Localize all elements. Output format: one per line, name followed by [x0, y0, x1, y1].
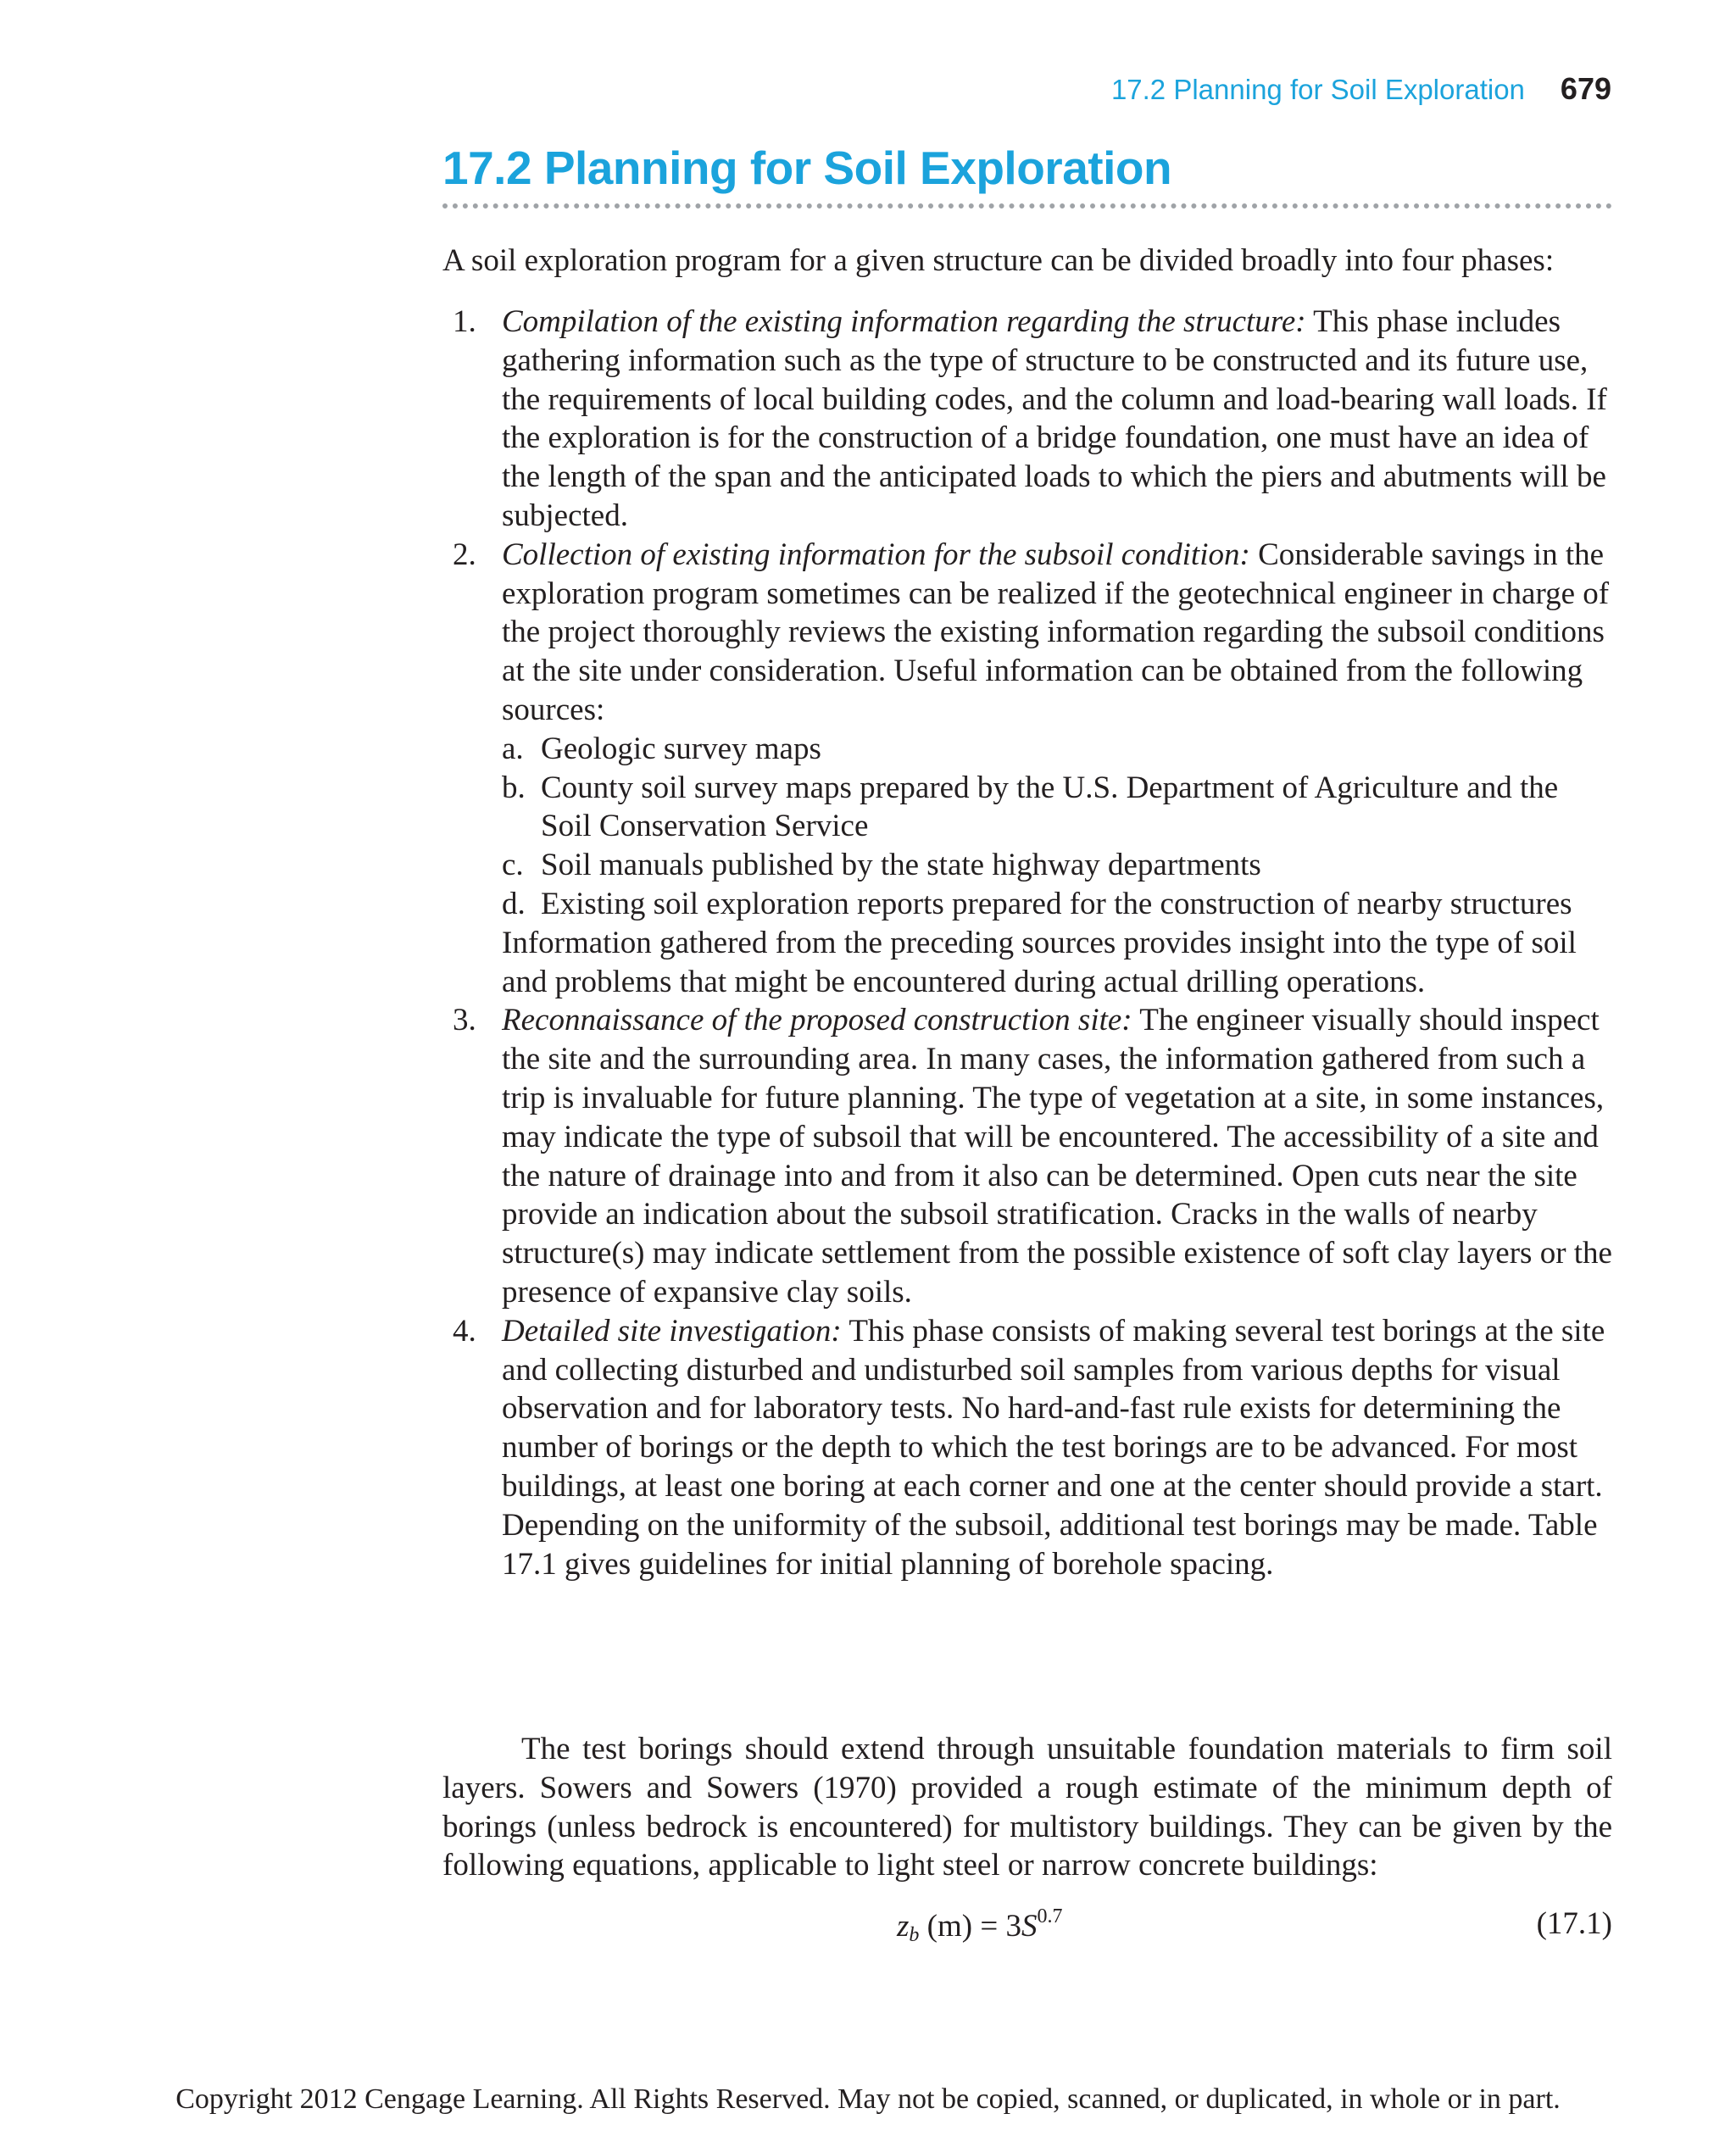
phase-lead: Detailed site investigation:: [502, 1313, 842, 1349]
source-item: [502, 730, 1612, 769]
equation-exponent: 0.7: [1037, 1905, 1063, 1927]
page-number: 679: [1560, 71, 1611, 106]
equation-variable: z: [897, 1909, 910, 1944]
source-item: [502, 885, 1612, 924]
phase-text: This phase consists of making several test borings at the site and collecting disturbed and undisturbed soil samples from various depths for visual observation and for laboratory tests. No hard-and-fast rule exists for determining the number of borings or the depth to which the test borings are to be advanced. For most buildings, at least one boring at each corner and one at the center should provide a start. Depending on the uniformity of the subsoil, additional test borings may be made. Table 17.1 gives guidelines for initial planning of borehole spacing.: [502, 1313, 1605, 1582]
source-item: [502, 846, 1612, 885]
phase-number: 3.: [453, 1003, 476, 1038]
phase-followup-text: Information gathered from the preceding sources provides insight into the type of soil and problems that might be encountered during actual drilling operations.: [502, 925, 1577, 999]
section-heading: 17.2 Planning for Soil Exploration: [442, 142, 1172, 194]
source-letter: a.: [502, 731, 524, 766]
phase-number: 4.: [453, 1313, 476, 1349]
equation-base: S: [1021, 1909, 1038, 1944]
phase-lead: Compilation of the existing information regarding the structure:: [502, 304, 1306, 339]
source-item: [502, 769, 1612, 847]
phase-item-4: [442, 1312, 1612, 1584]
source-text: Existing soil exploration reports prepared for the construction of nearby structures: [541, 886, 1572, 921]
phase-text: This phase includes gathering information such as the type of structure to be constructed and its future use, the requirements of local building codes, and the column and load-bearing wall loads. If the exploration is for the construction of a bridge foundation, one must have an idea of the length of the span and the anticipated loads to which the piers and abutments will be subjected.: [502, 304, 1607, 533]
phase-text: The engineer visually should inspect the site and the surrounding area. In many cases, the information gathered from such a trip is invaluable for future planning. The type of vegetation at a site, in some instances, may indicate the type of subsoil that will be encountered. The accessibility of a site and the nature of drainage into and from it also can be determined. Open cuts near the site provide an indication about the subsoil stratification. Cracks in the walls of nearby structure(s) may indicate settlement from the possible existence of soft clay layers or the presence of expansive clay soils.: [502, 1003, 1612, 1310]
heading-divider: [442, 203, 1612, 209]
source-letter: b.: [502, 770, 526, 805]
phase-item-1: [442, 303, 1612, 536]
phase-lead: Reconnaissance of the proposed construction site:: [502, 1003, 1132, 1038]
running-title: 17.2 Planning for Soil Exploration: [1110, 74, 1525, 105]
source-letter: c.: [502, 848, 524, 883]
phase-number: 2.: [453, 537, 476, 572]
source-letter: d.: [502, 886, 526, 921]
equation-subscript: b: [909, 1924, 920, 1946]
phase-item-2: [442, 536, 1612, 1002]
equation-unit: (m) = 3: [919, 1909, 1021, 1944]
equation-number: (17.1): [1536, 1906, 1612, 1941]
source-list: [502, 730, 1612, 924]
phase-item-3: [442, 1001, 1612, 1311]
phase-lead: Collection of existing information for the subsoil condition:: [502, 537, 1250, 572]
phase-number: 1.: [453, 304, 476, 339]
running-header: [1111, 71, 1611, 107]
phase-list: [442, 303, 1612, 1583]
boring-depth-paragraph: The test borings should extend through unsuitable foundation materials to firm soil layers. Sowers and Sowers (1970) provided a rough estimate of the minimum depth of borings (unless bedrock is encountered) for multistory buildings. They can be given by the following equations, applicable to light steel or narrow concrete buildings:: [442, 1732, 1612, 1883]
phase-text: Considerable savings in the exploration program sometimes can be realized if the geotechnical engineer in charge of the project thoroughly reviews the existing information regarding the subsoil conditions at the site under consideration. Useful information can be obtained from the following sources:: [502, 537, 1610, 727]
source-text: County soil survey maps prepared by the U.S. Department of Agriculture and the Soil Conservation Service: [541, 770, 1559, 844]
equation-expression: [897, 1905, 1062, 1947]
source-text: Geologic survey maps: [541, 731, 821, 766]
copyright-notice: Copyright 2012 Cengage Learning. All Rights Reserved. May not be copied, scanned, or duplicated, in whole or in part.: [175, 2083, 1561, 2115]
intro-paragraph: A soil exploration program for a given structure can be divided broadly into four phases:: [442, 243, 1555, 278]
source-text: Soil manuals published by the state highway departments: [541, 848, 1261, 883]
equation-17-1: [442, 1905, 1612, 1956]
